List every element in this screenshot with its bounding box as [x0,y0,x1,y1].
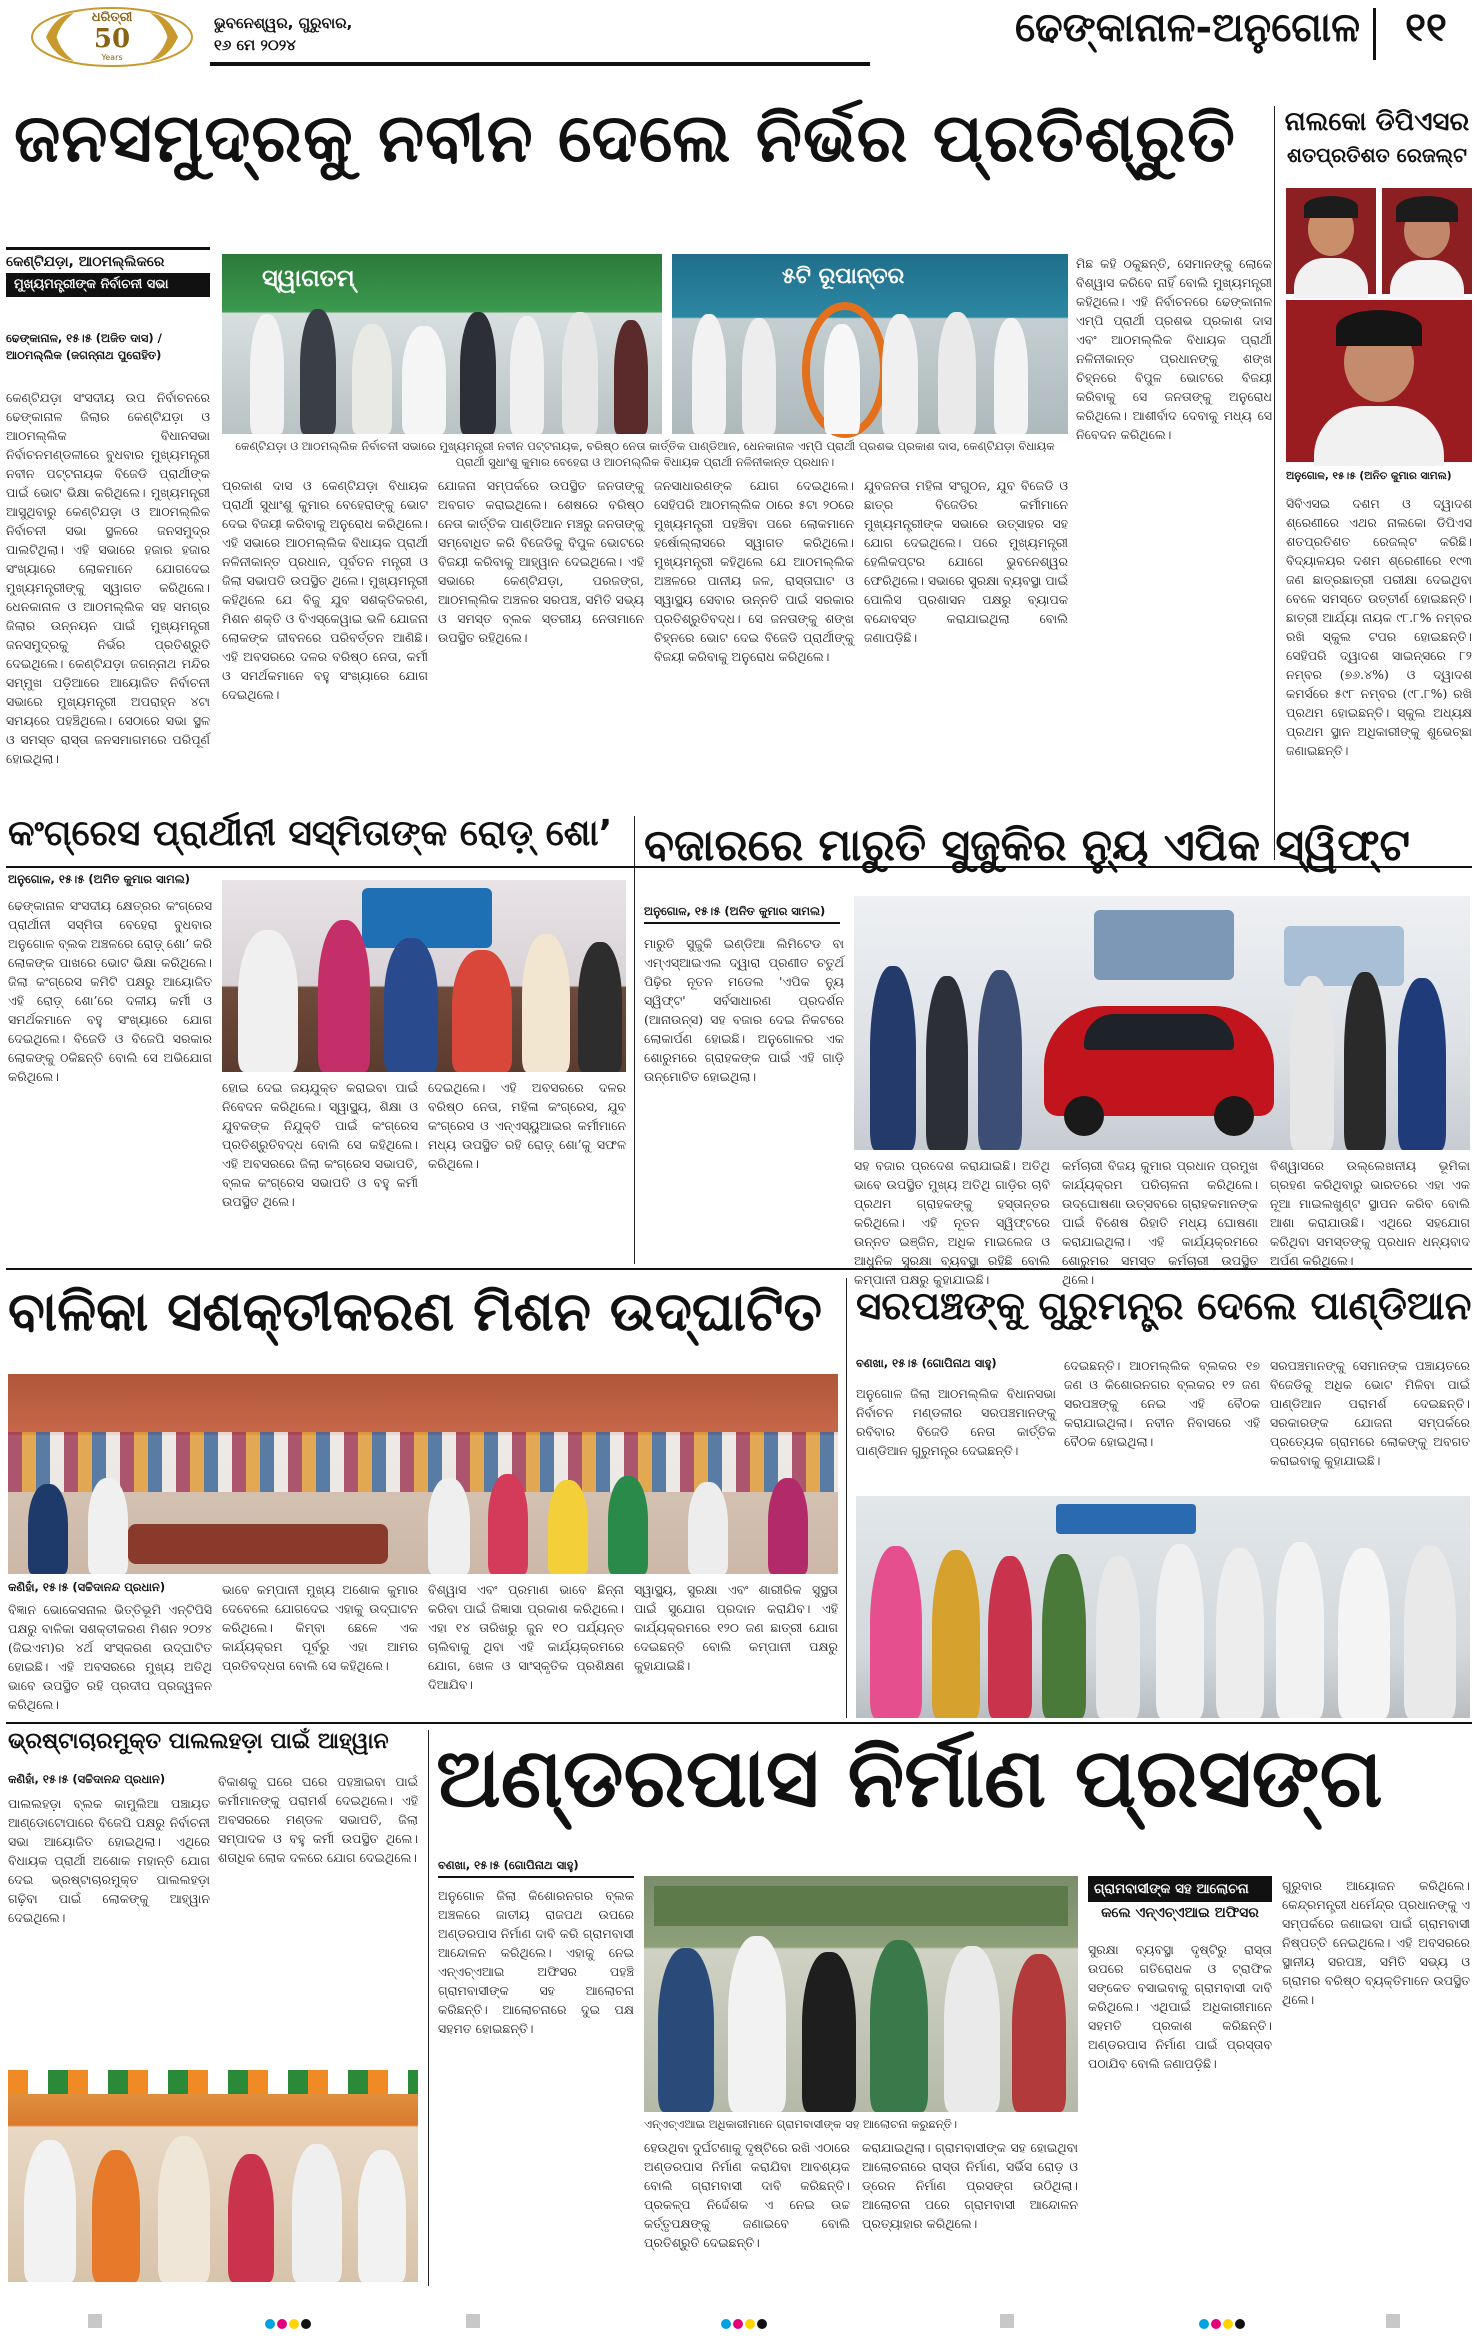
sarpanch-headline: ସରପଞ୍ଚଙ୍କୁ ଗୁରୁମନ୍ତ୍ର ଦେଲେ ପାଣ୍ଡିଆନ [856,1284,1472,1329]
lead-col-3: ଯୋଜନା ସମ୍ପର୍କରେ ଉପସ୍ଥିତ ଜନତାଙ୍କୁ ଅବଗତ କରାଇଥିଲେ। ଶେଷରେ ବରିଷ୍ଠ ନେତା କାର୍ତ୍ତିକ ପାଣ୍ଡିଆନ ମଞ୍ଚରୁ ଜନତାଙ୍କୁ ସମ୍ବୋଧିତ କରି ବିଜେଡିକୁ ବିପୁଳ ଭୋଟରେ ବିଜୟୀ କରିବାକୁ ଆହ୍ୱାନ ଦେଇଥିଲେ। ଏହି ସଭାରେ କେଣ୍ଟିଯଡ଼ା, ପରଜଙ୍ଗ, ଆଠମଲ୍ଲିକ ଅଞ୍ଚଳର ସରପଞ୍ଚ, ସମିତି ସଭ୍ୟ ଓ ସମସ୍ତ ବ୍ଲକ ସ୍ତରୀୟ ନେତାମାନେ ଉପସ୍ଥିତ ରହିଥିଲେ। [438,478,644,645]
congress-col-1: ଢେଙ୍କାନାଳ ସଂସଦୀୟ କ୍ଷେତ୍ରର କଂଗ୍ରେସ ପ୍ରାର୍ଥୀନୀ ସସ୍ମିତା ବେହେରା ବୁଧବାର ଅନୁଗୋଳ ବ୍ଲକ ଅଞ୍ଚଳରେ ରୋଡ଼୍ ଶୋ’ କରି ଲୋକଙ୍କ ପାଖରେ ଭୋଟ ଭିକ୍ଷା କରିଥିଲେ। ଜିଲା କଂଗ୍ରେସ କମିଟି ପକ୍ଷରୁ ଆୟୋଜିତ ଏହି ରୋଡ଼୍ ଶୋ’ରେ ଦଳୀୟ କର୍ମୀ ଓ ସମର୍ଥକମାନେ ବହୁ ସଂଖ୍ୟାରେ ଯୋଗ ଦେଇଥିଲେ। ବିଜେଡି ଓ ବିଜେପି ସରକାର ଲୋକଙ୍କୁ ଠକିଛନ୍ତି ବୋଲି ସେ ଅଭିଯୋଗ କରିଥିଲେ। [8,898,212,1084]
row2-divider [634,816,635,1264]
corruption-col-1: ପାଲଲହଡ଼ା ବ୍ଲକ କାମୁଲିଆ ପଞ୍ଚାୟତ ଆଣ୍ଡୋଟୋପାରେ ବିଜେପି ପକ୍ଷରୁ ନିର୍ବାଚନୀ ସଭା ଆୟୋଜିତ ହୋଇଥିଲା। ଏଥିରେ ବିଧାୟକ ପ୍ରାର୍ଥୀ ଅଶୋକ ମହାନ୍ତି ଯୋଗ ଦେଇ ଭ୍ରଷ୍ଟାଚାରମୁକ୍ତ ପାଲଲହଡ଼ା ଗଢ଼ିବା ପାଇଁ ଲୋକଙ୍କୁ ଆହ୍ୱାନ ଦେଇଥିଲେ। [8,1796,210,1925]
nalco-divider [1274,106,1275,860]
underpass-col-3: କରାଯାଇଥିଲା। ଗ୍ରାମବାସୀଙ୍କ ସହ ହୋଇଥିବା ଆଲୋଚନାରେ ରାସ୍ତା ନିର୍ମାଣ, ସର୍ଭିସ ରୋଡ଼ ଓ ଡ୍ରେନ ନିର୍ମାଣ ପ୍ରସଙ୍ଗ ଉଠିଥିଲା। ଆଲୋଚନା ପରେ ଗ୍ରାମବାସୀ ଆନ୍ଦୋଳନ ପ୍ରତ୍ୟାହାର କରିଥିଲେ। [862,2140,1078,2231]
nalco-photo-student-2 [1382,188,1472,294]
underpass-kicker-line1: ଗ୍ରାମବାସୀଙ୍କ ସହ ଆଲୋଚନା [1088,1876,1272,1902]
lead-col-6: ମିଛ କହି ଠକୁଛନ୍ତି, ସେମାନଙ୍କୁ ଲୋକେ ବିଶ୍ୱାସ କରିବେ ନାହିଁ ବୋଲି ମୁଖ୍ୟମନ୍ତ୍ରୀ କହିଥିଲେ। ଏହି ନିର୍ବାଚନରେ ଢେଙ୍କାନାଳ ଏମ୍‌ପି ପ୍ରାର୍ଥୀ ପ୍ରଶଭ ପ୍ରକାଶ ଦାସ ଏବଂ ଆଠମଲ୍ଲିକ ବିଧାୟକ ପ୍ରାର୍ଥୀ ନଳିନୀକାନ୍ତ ପ୍ରଧାନଙ୍କୁ ଶଙ୍ଖ ଚିହ୍ନରେ ବିପୁଳ ଭୋଟରେ ବିଜୟୀ କରିବାକୁ ସେ ଜନତାଙ୍କୁ ଅନୁରୋଧ କରିଥିଲେ। ଆଶୀର୍ବାଦ ଦେବାକୁ ମଧ୍ୟ ସେ ନିବେଦନ କରିଥିଲେ। [1076,256,1272,442]
girls-col-2: ଭାବେ କମ୍ପାନୀ ମୁଖ୍ୟ ଅଶୋକ କୁମାର ଦେବେଲେ ଯୋଗଦେଇ ଏହାକୁ ଉଦ୍‌ଘାଟନ କରିଥିଲେ। କିମ୍ବା ଛେଳେ ଏକ କାର୍ଯ୍ୟକ୍ରମ ପୂର୍ବରୁ ଏହା ଆମର ପ୍ରତିବଦ୍ଧତା ବୋଲି ସେ କହିଥିଲେ। [222,1582,418,1673]
underpass-headline: ଅଣ୍ଡରପାସ ନିର୍ମାଣ ପ୍ରସଙ୍ଗ [436,1731,1383,1826]
underpass-byline: ବଣଖା, ୧୫।୫ (ଗୋପିନାଥ ସାହୁ) [438,1858,634,1878]
corruption-col-2: ବିକାଶକୁ ଘରେ ଘରେ ପହଞ୍ଚାଇବା ପାଇଁ କର୍ମୀମାନଙ୍କୁ ପରାମର୍ଶ ଦେଇଥିଲେ। ଏହି ଅବସରରେ ମଣ୍ଡଳ ସଭାପତି, ଜିଲା ସମ୍ପାଦକ ଓ ବହୁ କର୍ମୀ ଉପସ୍ଥିତ ଥିଲେ। ଶତାଧିକ ଲୋକ ଦଳରେ ଯୋଗ ଦେଇଥିଲେ। [218,1774,418,1865]
swift-col-4: ବିଶ୍ୱାସରେ ଉଲ୍ଲେଖନୀୟ ଭୂମିକା ଗ୍ରହଣ କରିଥିବାରୁ ଭାରତରେ ଏହା ଏକ ନୂଆ ମାଇଲଖୁଣ୍ଟ ସ୍ଥାପନ କରିବ ବୋଲି ଆଶା କରାଯାଉଛି। ଏଥିରେ ସହଯୋଗ କରିଥିବା ସମସ୍ତଙ୍କୁ ପ୍ରଧାନ ଧନ୍ୟବାଦ ଅର୍ପଣ କରିଥିଲେ। [1270,1158,1470,1268]
underpass-photo-caption: ଏନ୍‌ଏଚ୍‌ଏଆଇ ଅଧିକାରୀମାନେ ଗ୍ରାମବାସୀଙ୍କ ସହ ଆଲୋଚନା କରୁଛନ୍ତି। [644,2117,958,2131]
swift-photo [854,896,1470,1150]
row4-divider [428,1730,429,2286]
nalco-byline: ଅନୁଗୋଳ, ୧୫।୫ (ଅନିତ କୁମାର ସାମଲ) [1286,470,1452,482]
nalco-photo-student-1 [1286,188,1376,294]
masthead-dateline-place: ଭୁବନେଶ୍ୱର, ଗୁରୁବାର, [214,14,353,32]
lead-col-2: ପ୍ରକାଶ ଦାସ ଓ କେଣ୍ଟିଯଡ଼ା ବିଧାୟକ ପ୍ରାର୍ଥୀ ସୁଧାଂଶୁ କୁମାର ବେହେରାଙ୍କୁ ଭୋଟ ଦେଇ ବିଜୟୀ କରିବାକୁ ଅନୁରୋଧ କରିଥିଲେ। ଏହି ସଭାରେ ଆଠମଲ୍ଲିକ ବିଧାୟକ ପ୍ରାର୍ଥୀ ନଳିନୀକାନ୍ତ ପ୍ରଧାନ, ପୂର୍ବତନ ମନ୍ତ୍ରୀ ଓ ଜିଲା ସଭାପତି ଉପସ୍ଥିତ ଥିଲେ। ମୁଖ୍ୟମନ୍ତ୍ରୀ କହିଥିଲେ ଯେ ବିଜୁ ଯୁବ ସଶକ୍ତିକରଣ, ମିଶନ ଶକ୍ତି ଓ ବିଏସ୍‌କେୱାଇ ଭଳି ଯୋଜନା ଲୋକଙ୍କ ଜୀବନରେ ପରିବର୍ତ୍ତନ ଆଣିଛି। ଏହି ଅବସରରେ ଦଳର ବରିଷ୍ଠ ନେତା, କର୍ମୀ ଓ ସମର୍ଥକମାନେ ବହୁ ସଂଖ୍ୟାରେ ଯୋଗ ଦେଇଥିଲେ। [222,478,428,702]
underpass-col-5: ଗୁରୁବାର ଆୟୋଜନ କରିଥିଲେ। କେନ୍ଦ୍ରମନ୍ତ୍ରୀ ଧର୍ମେନ୍ଦ୍ର ପ୍ରଧାନଙ୍କୁ ଏ ସମ୍ପର୍କରେ ଜଣାଇବା ପାଇଁ ଗ୍ରାମବାସୀ ନିଷ୍ପତ୍ତି ନେଇଥିଲେ। ଏହି ଅବସରରେ ସ୍ଥାନୀୟ ସରପଞ୍ଚ, ସମିତି ସଭ୍ୟ ଓ ଗ୍ରାମର ବରିଷ୍ଠ ବ୍ୟକ୍ତିମାନେ ଉପସ୍ଥିତ ଥିଲେ। [1282,1878,1470,2007]
congress-col-2: ହୋଇ ଦେଇ ଜୟଯୁକ୍ତ କରାଇବା ପାଇଁ ନିବେଦନ କରିଥିଲେ। ସ୍ୱାସ୍ଥ୍ୟ, ଶିକ୍ଷା ଓ ଯୁବକଙ୍କ ନିଯୁକ୍ତି ପାଇଁ କଂଗ୍ରେସ ପ୍ରତିଶ୍ରୁତିବଦ୍ଧ ବୋଲି ସେ କହିଥିଲେ। ଏହି ଅବସରରେ ଜିଲା କଂଗ୍ରେସ ସଭାପତି, ବ୍ଲକ କଂଗ୍ରେସ ସଭାପତି ଓ ବହୁ କର୍ମୀ ଉପସ୍ଥିତ ଥିଲେ। [222,1080,418,1209]
swift-headline: ବଜାରରେ ମାରୁତି ସୁଜୁକିର ନ୍ୟୁ ଏପିକ ସ୍ୱିଫ୍ଟ [644,820,1411,871]
masthead-dateline-date: ୧୬ ମେ ୨୦୨୪ [214,36,296,54]
lead-col-4: ଜନସାଧାରଣଙ୍କ ଯୋଗ ଦେଇଥିଲେ। ସେହିପରି ଆଠମଲ୍ଲିକ ଠାରେ ୫ଟା ୨୦ରେ ମୁଖ୍ୟମନ୍ତ୍ରୀ ପହଞ୍ଚିବା ପରେ ଲୋକମାନେ ହର୍ଷୋଲ୍ଲାସରେ ସ୍ୱାଗତ କରିଥିଲେ। ମୁଖ୍ୟମନ୍ତ୍ରୀ କହିଥିଲେ ଯେ ଆଠମଲ୍ଲିକ ଅଞ୍ଚଳରେ ପାନୀୟ ଜଳ, ରାସ୍ତାଘାଟ ଓ ସ୍ୱାସ୍ଥ୍ୟ ସେବାର ଉନ୍ନତି ପାଇଁ ସରକାର ପ୍ରତିଶ୍ରୁତିବଦ୍ଧ। ସେ ଜନତାଙ୍କୁ ଶଙ୍ଖ ଚିହ୍ନରେ ଭୋଟ ଦେଇ ବିଜେଡି ପ୍ରାର୍ଥୀଙ୍କୁ ବିଜୟୀ କରିବାକୁ ଅନୁରୋଧ କରିଥିଲେ। [654,478,854,664]
row3-rule [6,1722,1472,1724]
lead-photo-left: ସ୍ୱାଗତମ୍ [222,254,662,434]
page-number: ୧୧ [1405,5,1447,51]
registration-marks [0,2310,1477,2336]
congress-col-3: ଦେଇଥିଲେ। ଏହି ଅବସରରେ ଦଳର ବରିଷ୍ଠ ନେତା, ମହିଳା କଂଗ୍ରେସ, ଯୁବ କଂଗ୍ରେସ ଓ ଏନ୍‌ଏସ୍‌ୟୁଆଇର କର୍ମୀମାନେ ମଧ୍ୟ ଉପସ୍ଥିତ ରହି ରୋଡ଼୍ ଶୋ’କୁ ସଫଳ କରିଥିଲେ। [428,1080,626,1171]
logo-years-label: Years [101,53,123,62]
sarpanch-col-2: ଦେଇଛନ୍ତି। ଆଠମଲ୍ଲିକ ବ୍ଲକର ୧୭ ଜଣ ଓ କିଶୋରନଗର ବ୍ଲକର ୧୨ ଜଣ ସରପଞ୍ଚଙ୍କୁ ନେଇ ଏହି ବୈଠକ କରାଯାଇଥିଲା। ନବୀନ ନିବାସରେ ଏହି ବୈଠକ ହୋଇଥିଲା। [1064,1358,1260,1449]
logo-text: ଧରିତ୍ରୀ [91,10,133,25]
girls-byline: କଣିହାଁ, ୧୫।୫ (ସଚ୍ଚିଦାନନ୍ଦ ପ୍ରଧାନ) [8,1580,166,1594]
lead-col-1: କେଣ୍ଟିଯଡ଼ା ସଂସଦୀୟ ଉପ ନିର୍ବାଚନରେ ଢେଙ୍କାନାଳ ଜିଲାର କେଣ୍ଟିଯଡ଼ା ଓ ଆଠମଲ୍ଲିକ ବିଧାନସଭା ନିର୍ବାଚନମଣ୍ଡଳୀରେ ବୁଧବାର ମୁଖ୍ୟମନ୍ତ୍ରୀ ନବୀନ ପଟ୍ଟନାୟକ ବିଜେଡି ପ୍ରାର୍ଥୀଙ୍କ ପାଇଁ ଭୋଟ ଭିକ୍ଷା କରିଥିଲେ। ମୁଖ୍ୟମନ୍ତ୍ରୀ ଆସୁଥିବାରୁ କେଣ୍ଟିଯଡ଼ା ଓ ଆଠମଲ୍ଲିକ ନିର୍ବାଚନୀ ସଭା ସ୍ଥଳରେ ଜନସମୁଦ୍ର ପାଲଟିଥିଲା। ଏହି ସଭାରେ ହଜାର ହଜାର ସଂଖ୍ୟାରେ ଲୋକମାନେ ଯୋଗଦେଇ ମୁଖ୍ୟମନ୍ତ୍ରୀଙ୍କୁ ସ୍ୱାଗତ କରିଥିଲେ। ଧେନକାନାଳ ଓ ଆଠମଲ୍ଲିକ ସହ ସମଗ୍ର ଜିଲାର ଉନ୍ନୟନ ପାଇଁ ମୁଖ୍ୟମନ୍ତ୍ରୀ ଜନସମୁଦ୍ରକୁ ନିର୍ଭର ପ୍ରତିଶ୍ରୁତି ଦେଇଥିଲେ। କେଣ୍ଟିଯଡ଼ା ଜଗନ୍ନାଥ ମନ୍ଦିର ସମ୍ମୁଖ ପଡ଼ିଆରେ ଆୟୋଜିତ ନିର୍ବାଚନୀ ସଭାରେ ମୁଖ୍ୟମନ୍ତ୍ରୀ ଅପରାହ୍ନ ୪ଟା ସମୟରେ ପହଞ୍ଚିଥିଲେ। ସେଠାରେ ସଭା ସ୍ଥଳ ଓ ସମସ୍ତ ରାସ୍ତା ଜନସମାଗମରେ ପରିପୂର୍ଣ ହୋଇଥିଲା। [6,390,210,766]
logo-years-number: 50 [93,24,131,54]
lead-kicker-line2: ମୁଖ୍ୟମନ୍ତ୍ରୀଙ୍କ ନିର୍ବାଚନୀ ସଭା [6,273,210,297]
lead-kicker-line1: କେଣ୍ଟିଯଡ଼ା, ଆଠମଲ୍ଲିକରେ [6,247,210,270]
girls-col-3: ବିଶ୍ୱାସ ଏବଂ ପ୍ରମାଣ ଭାବେ ଛିନ୍ନା କରିବା ପାଇଁ ଜିଜ୍ଞାସା ପ୍ରକାଶ କରିଥିଲେ। ଏହା ୧୪ ତାରିଖରୁ ଜୁନ ୧୦ ପର୍ଯ୍ୟନ୍ତ ଚାଲିବାକୁ ଥିବା ଏହି କାର୍ଯ୍ୟକ୍ରମରେ ଯୋଗ, ଖେଳ ଓ ସାଂସ୍କୃତିକ ପ୍ରଶିକ୍ଷଣ ଦିଆଯିବ। [428,1582,624,1692]
congress-byline: ଅନୁଗୋଳ, ୧୫।୫ (ଅମିତ କୁମାର ସାମଲ) [8,872,190,886]
underpass-photo [644,1876,1078,2112]
lead-byline: ଢେଙ୍କାନାଳ, ୧୫।୫ (ଅଜିତ ଦାସ) / ଆଠମଲ୍ଲିକ (ଜଗନ୍ନାଥ ପୁରୋହିତ) [6,331,162,362]
nalco-headline-line1: ନାଲକୋ ଡିପିଏସର [1284,107,1470,137]
swift-col-3: କର୍ମଚାରୀ ବିଜୟ କୁମାର ପ୍ରଧାନ ପ୍ରମୁଖ କାର୍ଯ୍ୟକ୍ରମ ପରିଚାଳନା କରିଥିଲେ। ଉଦ୍‌ଘୋଷଣା ଉତ୍ସବରେ ଗ୍ରାହକମାନଙ୍କ ପାଇଁ ବିଶେଷ ରିହାତି ମଧ୍ୟ ଘୋଷଣା କରାଯାଇଥିଲା। ଏହି କାର୍ଯ୍ୟକ୍ରମରେ ଶୋରୁମର ସମସ୍ତ କର୍ମଚାରୀ ଉପସ୍ଥିତ ଥିଲେ। [1062,1158,1258,1287]
underpass-kicker [1088,1876,1272,1924]
congress-photo [222,880,626,1072]
girls-headline: ବାଳିକା ସଶକ୍ତୀକରଣ ମିଶନ ଉଦ୍‌ଘାଟିତ [8,1280,822,1343]
corruption-photo [8,2070,418,2282]
lead-photo-right: ୫ଟି ରୂପାନ୍ତର [672,254,1068,434]
lead-headline: ଜନସମୁଦ୍ରକୁ ନବୀନ ଦେଲେ ନିର୍ଭର ପ୍ରତିଶ୍ରୁତି [14,99,1236,177]
masthead-rule-left [210,62,870,66]
swift-col-1: ମାରୁତି ସୁଜୁକି ଇଣ୍ଡିଆ ଲିମିଟେଡ ବା ଏମ୍‌ଏସ୍‌ଆଇଏଲ ଦ୍ୱାରା ପ୍ରଣୀତ ଚତୁର୍ଥ ପିଢ଼ିର ନୂତନ ମଡେଲ 'ଏପିକ ନ୍ୟୁ ସ୍ୱିଫ୍ଟ' ସର୍ବସାଧାରଣ ପ୍ରଦର୍ଶନ (ଆନାଉନ୍ସ) ସହ ବଜାର ଦେଇ ନିକଟରେ ଲୋକାର୍ପଣ ହୋଇଛି। ଅନୁଗୋଳର ଏକ ଶୋରୁମରେ ଗ୍ରାହକଙ୍କ ପାଇଁ ଏହି ଗାଡ଼ି ଉନ୍ମୋଚିତ ହୋଇଥିଲା। [644,936,844,1084]
section-name: ଢେଙ୍କାନାଳ-ଅନୁଗୋଳ [1014,5,1360,51]
anniversary-logo [28,6,196,68]
girls-photo [8,1374,838,1574]
congress-headline-visible: କଂଗ୍ରେସ ପ୍ରାର୍ଥୀନୀ ସସ୍ମିତାଙ୍କ ରୋଡ଼୍ ଶୋ’ [8,813,613,854]
sarpanch-photo [856,1496,1470,1718]
corruption-headline: ଭ୍ରଷ୍ଟାଚାରମୁକ୍ତ ପାଲଲହଡ଼ା ପାଇଁ ଆହ୍ୱାନ [8,1729,389,1754]
sarpanch-col-3: ସରପଞ୍ଚମାନଙ୍କୁ ସେମାନଙ୍କ ପଞ୍ଚାୟତରେ ବିଜେଡିକୁ ଅଧିକ ଭୋଟ ମିଳିବା ପାଇଁ ପାଣ୍ଡିଆନ ପରାମର୍ଶ ଦେଇଛନ୍ତି। ସରକାରଙ୍କ ଯୋଜନା ସମ୍ପର୍କରେ ପ୍ରତ୍ୟେକ ଗ୍ରାମରେ ଲୋକଙ୍କୁ ଅବଗତ କରାଇବାକୁ କୁହାଯାଇଛି। [1270,1358,1470,1468]
nalco-photo-student-3 [1286,300,1472,462]
girls-col-4: ସ୍ୱାସ୍ଥ୍ୟ, ସୁରକ୍ଷା ଏବଂ ଶାରୀରିକ ସୁସ୍ଥତା ପାଇଁ ସୁଯୋଗ ପ୍ରଦାନ କରାଯିବ। ଏହି କାର୍ଯ୍ୟକ୍ରମରେ ୧୨୦ ଜଣ ଛାତ୍ରୀ ଯୋଗ ଦେଇଛନ୍ତି ବୋଲି କମ୍ପାନୀ ପକ୍ଷରୁ କୁହାଯାଇଛି। [634,1582,838,1673]
swift-col-2: ସହ ବଜାର ପ୍ରଦେଶ କରାଯାଇଛି। ଅତିଥି ଭାବେ ଉପସ୍ଥିତ ମୁଖ୍ୟ ଅତିଥି ଗାଡ଼ିର ଚାବି ପ୍ରଥମ ଗ୍ରାହକଙ୍କୁ ହସ୍ତାନ୍ତର କରିଥିଲେ। ଏହି ନୂତନ ସ୍ୱିଫ୍ଟରେ ଉନ୍ନତ ଇଞ୍ଜିନ, ଅଧିକ ମାଇଲେଜ ଓ ଆଧୁନିକ ସୁରକ୍ଷା ବ୍ୟବସ୍ଥା ରହିଛି ବୋଲି କମ୍ପାନୀ ପକ୍ଷରୁ କୁହାଯାଇଛି। [854,1158,1050,1287]
girls-col-1: ବିଜ୍ଞାନ ଭୋକେସନାଲ ଭିତ୍ତିଭୂମି ଏନ୍‌ଟିପିସି ପକ୍ଷରୁ ବାଳିକା ସଶକ୍ତୀକରଣ ମିଶନ ୨୦୨୪ (ଜିଇଏମ)ର ୪ର୍ଥ ସଂସ୍କରଣ ଉଦ୍‌ଘାଟିତ ହୋଇଛି। ଏହି ଅବସରରେ ମୁଖ୍ୟ ଅତିଥି ଭାବେ ଉପସ୍ଥିତ ରହି ପ୍ରଦୀପ ପ୍ରଜ୍ୱଳନ କରିଥିଲେ। [8,1602,212,1712]
masthead-divider [1373,8,1376,60]
swift-byline: ଅନୁଗୋଳ, ୧୫।୫ (ଅନିତ କୁମାର ସାମଲ) [644,904,840,924]
sarpanch-col-1: ଅନୁଗୋଳ ଜିଲା ଆଠମଲ୍ଲିକ ବିଧାନସଭା ନିର୍ବାଚନ ମଣ୍ଡଳୀର ସରପଞ୍ଚମାନଙ୍କୁ ରବିବାର ବିଜେଡି ନେତା କାର୍ତ୍ତିକ ପାଣ୍ଡିଆନ ଗୁରୁମନ୍ତ୍ର ଦେଇଛନ୍ତି। [856,1386,1056,1458]
underpass-col-4: ସୁରକ୍ଷା ବ୍ୟବସ୍ଥା ଦୃଷ୍ଟିରୁ ରାସ୍ତା ଉପରେ ଗତିରୋଧକ ଓ ଟ୍ରାଫିକ ସଙ୍କେତ ବସାଇବାକୁ ଗ୍ରାମବାସୀ ଦାବି କରିଥିଲେ। ଏଥିପାଇଁ ଅଧିକାରୀମାନେ ସହମତି ପ୍ରକାଶ କରିଛନ୍ତି। ଅଣ୍ଡରପାସ ନିର୍ମାଣ ପାଇଁ ପ୍ରସ୍ତାବ ପଠାଯିବ ବୋଲି ଜଣାପଡ଼ିଛି। [1088,1942,1272,2071]
sarpanch-byline: ବଣଖା, ୧୫।୫ (ଗୋପିନାଥ ସାହୁ) [856,1356,997,1370]
nalco-headline-line2: ଶତପ୍ରତିଶତ ରେଜଲ୍ଟ [1287,143,1467,167]
underpass-col-2: ହେଉଥିବା ଦୁର୍ଘଟଣାକୁ ଦୃଷ୍ଟିରେ ରଖି ଏଠାରେ ଅଣ୍ଡରପାସ ନିର୍ମାଣ କରାଯିବା ଆବଶ୍ୟକ ବୋଲି ଗ୍ରାମବାସୀ ଦାବି କରିଛନ୍ତି। ପ୍ରକଳ୍ପ ନିର୍ଦ୍ଦେଶକ ଏ ନେଇ ଉଚ୍ଚ କର୍ତ୍ତୃପକ୍ଷଙ୍କୁ ଜଣାଇବେ ବୋଲି ପ୍ରତିଶ୍ରୁତି ଦେଇଛନ୍ତି। [644,2140,850,2250]
underpass-kicker-line2: କଲେ ଏନ୍‌ଏଚ୍‌ଏଆଇ ଅଫିସର [1101,1905,1259,1921]
lead-photo-caption: କେଣ୍ଟିଯଡ଼ା ଓ ଆଠମଲ୍ଲିକ ନିର୍ବାଚନୀ ସଭାରେ ମୁଖ୍ୟମନ୍ତ୍ରୀ ନବୀନ ପଟ୍ଟନାୟକ, ବରିଷ୍ଠ ନେତା କାର୍ତ୍ତିକ ପାଣ୍ଡିଆନ, ଧେନକାନାଳ ଏମ୍‌ପି ପ୍ରାର୍ଥୀ ପ୍ରଶଭ ପ୍ରକାଶ ଦାସ, କେଣ୍ଟିଯଡ଼ା ବିଧାୟକ ପ୍ରାର୍ଥୀ ସୁଧାଂଶୁ କୁମାର ବେହେରା ଓ ଆଠମଲ୍ଲିକ ବିଧାୟକ ପ୍ରାର୍ଥୀ ନଳିନୀକାନ୍ତ ପ୍ରଧାନ। [235,439,1055,469]
lead-col-5: ଯୁବଜନତା ମହିଳା ସଂଗୁଠନ, ଯୁବ ବିଜେଡି ଓ ଛାତ୍ର ବିଜେଡିର କର୍ମୀମାନେ ମୁଖ୍ୟମନ୍ତ୍ରୀଙ୍କ ସଭାରେ ଉତ୍ସାହର ସହ ଯୋଗ ଦେଇଥିଲେ। ପରେ ମୁଖ୍ୟମନ୍ତ୍ରୀ ହେଲିକପ୍ଟର ଯୋଗେ ଭୁବନେଶ୍ୱର ଫେରିଥିଲେ। ସଭାରେ ସୁରକ୍ଷା ବ୍ୟବସ୍ଥା ପାଇଁ ପୋଲିସ ପ୍ରଶାସନ ପକ୍ଷରୁ ବ୍ୟାପକ ବନ୍ଦୋବସ୍ତ କରାଯାଇଥିଲା ବୋଲି ଜଣାପଡ଼ିଛି। [864,478,1068,645]
nalco-body: ସିବିଏସଇ ଦଶମ ଓ ଦ୍ୱାଦଶ ଶ୍ରେଣୀରେ ଏଥର ନାଲକୋ ଡିପିଏସ ଶତପ୍ରତିଶତ ରେଜଲ୍ଟ କରିଛି। ବିଦ୍ୟାଳୟର ଦଶମ ଶ୍ରେଣୀରେ ୧୯୩ ଜଣ ଛାତ୍ରଛାତ୍ରୀ ପରୀକ୍ଷା ଦେଇଥିବା ବେଳେ ସମସ୍ତେ ଉତ୍ତୀର୍ଣ ହୋଇଛନ୍ତି। ଛାତ୍ରୀ ଆର୍ଯ୍ୟା ନାୟକ ୯୮.୮% ନମ୍ବର ରଖି ସ୍କୁଲ ଟପର ହୋଇଛନ୍ତି। ସେହିପରି ଦ୍ୱାଦଶ ସାଇନ୍ସରେ ୮୨ ନମ୍ବର (୭୬.୪%) ଓ ଦ୍ୱାଦଶ କମର୍ସରେ ୫୯୮ ନମ୍ବର (୯୮.୮%) ରଖି ପ୍ରଥମ ହୋଇଛନ୍ତି। ସ୍କୁଲ ଅଧ୍ୟକ୍ଷ ପ୍ରଥମ ସ୍ଥାନ ଅଧିକାରୀଙ୍କୁ ଶୁଭେଚ୍ଛା ଜଣାଇଛନ୍ତି। [1286,496,1472,758]
lead-kicker [6,247,210,297]
corruption-byline: କଣିହାଁ, ୧୫।୫ (ସଚ୍ଚିଦାନନ୍ଦ ପ୍ରଧାନ) [8,1772,166,1786]
row2-rule [6,1268,1472,1270]
row3-divider [846,1278,847,1718]
underpass-col-1: ଅନୁଗୋଳ ଜିଲା କିଶୋରନଗର ବ୍ଲକ ଅଞ୍ଚଳରେ ଜାତୀୟ ରାଜପଥ ଉପରେ ଅଣ୍ଡରପାସ ନିର୍ମାଣ ଦାବି କରି ଗ୍ରାମବାସୀ ଆନ୍ଦୋଳନ କରିଥିଲେ। ଏହାକୁ ନେଇ ଏନ୍‌ଏଚ୍‌ଏଆଇ ଅଫିସର ପହଞ୍ଚି ଗ୍ରାମବାସୀଙ୍କ ସହ ଆଲୋଚନା କରିଛନ୍ତି। ଆଲୋଚନାରେ ଦୁଇ ପକ୍ଷ ସହମତ ହୋଇଛନ୍ତି। [438,1888,634,2036]
